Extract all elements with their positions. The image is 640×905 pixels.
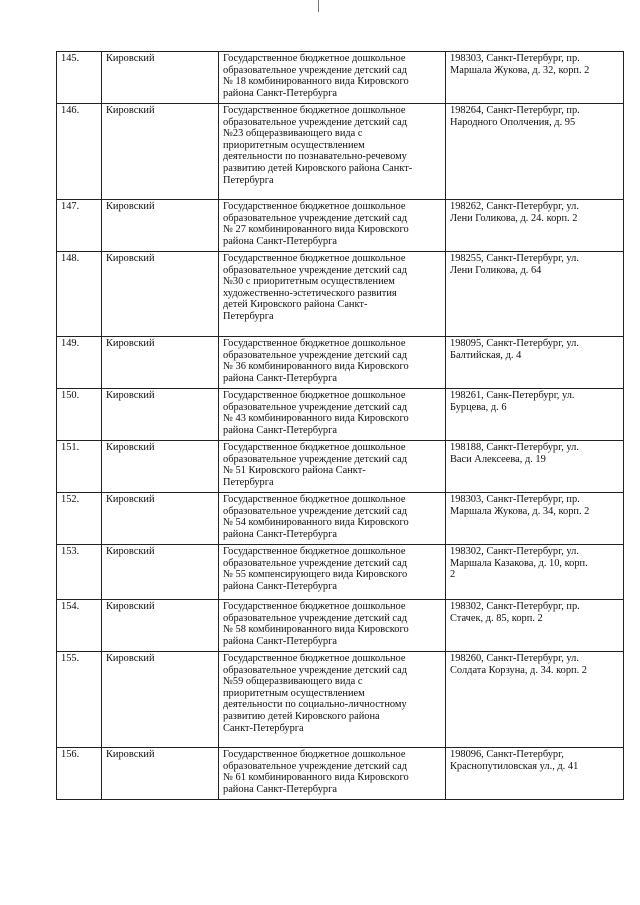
row-number: 147.	[57, 200, 102, 252]
row-number: 146.	[57, 104, 102, 200]
district-cell: Кировский	[102, 389, 219, 441]
table-row	[57, 200, 624, 252]
institution-name-cell: Государственное бюджетное дошкольное образовательное учреждение детский сад № 18 комбинированного вида Кировского района Санкт-Петербурга	[219, 52, 446, 104]
table-row	[57, 652, 624, 748]
row-number: 153.	[57, 545, 102, 600]
institution-name-cell: Государственное бюджетное дошкольное образовательное учреждение детский сад №30 с приоритетным осуществлением художественно-эстетического развития детей Кировского района Санкт- Петербурга	[219, 252, 446, 337]
address-cell: 198255, Санкт-Петербург, ул. Лени Голикова, д. 64	[446, 252, 624, 337]
row-number: 149.	[57, 337, 102, 389]
address-cell: 198302, Санкт-Петербург, ул. Маршала Казакова, д. 10, корп. 2	[446, 545, 624, 600]
institution-name-cell: Государственное бюджетное дошкольное образовательное учреждение детский сад № 61 комбинированного вида Кировского района Санкт-Петербурга	[219, 748, 446, 800]
row-number: 145.	[57, 52, 102, 104]
institution-name-cell: Государственное бюджетное дошкольное образовательное учреждение детский сад № 55 компенсирующего вида Кировского района Санкт-Петербурга	[219, 545, 446, 600]
institution-name-cell: Государственное бюджетное дошкольное образовательное учреждение детский сад №23 общеразвивающего вида с приоритетным осуществлением деятельности по познавательно-речевому развитию детей Кировского района Санкт- Петербурга	[219, 104, 446, 200]
address-cell: 198303, Санкт-Петербург, пр. Маршала Жукова, д. 34, корп. 2	[446, 493, 624, 545]
district-cell: Кировский	[102, 337, 219, 389]
row-number: 155.	[57, 652, 102, 748]
district-cell: Кировский	[102, 104, 219, 200]
table-row	[57, 441, 624, 493]
institution-name-cell: Государственное бюджетное дошкольное образовательное учреждение детский сад № 58 комбинированного вида Кировского района Санкт-Петербурга	[219, 600, 446, 652]
district-cell: Кировский	[102, 545, 219, 600]
address-cell: 198302, Санкт-Петербург, пр. Стачек, д. 85, корп. 2	[446, 600, 624, 652]
table-row	[57, 545, 624, 600]
institution-name-cell: Государственное бюджетное дошкольное образовательное учреждение детский сад № 54 комбинированного вида Кировского района Санкт-Петербурга	[219, 493, 446, 545]
row-number: 154.	[57, 600, 102, 652]
address-cell: 198188, Санкт-Петербург, ул. Васи Алексеева, д. 19	[446, 441, 624, 493]
address-cell: 198303, Санкт-Петербург, пр. Маршала Жукова, д. 32, корп. 2	[446, 52, 624, 104]
district-cell: Кировский	[102, 493, 219, 545]
table-row	[57, 337, 624, 389]
table-row	[57, 600, 624, 652]
district-cell: Кировский	[102, 652, 219, 748]
district-cell: Кировский	[102, 441, 219, 493]
district-cell: Кировский	[102, 200, 219, 252]
table-row	[57, 389, 624, 441]
institution-name-cell: Государственное бюджетное дошкольное образовательное учреждение детский сад № 51 Кировского района Санкт- Петербурга	[219, 441, 446, 493]
row-number: 151.	[57, 441, 102, 493]
row-number: 150.	[57, 389, 102, 441]
table-row	[57, 493, 624, 545]
row-number: 148.	[57, 252, 102, 337]
row-number: 152.	[57, 493, 102, 545]
institution-name-cell: Государственное бюджетное дошкольное образовательное учреждение детский сад №59 общеразвивающего вида с приоритетным осуществлением деятельности по социально-личностному развитию детей Кировского района Санкт-Петербурга	[219, 652, 446, 748]
address-cell: 198095, Санкт-Петербург, ул. Балтийская, д. 4	[446, 337, 624, 389]
page-edge-mark	[318, 0, 319, 12]
table-row	[57, 52, 624, 104]
address-cell: 198261, Санк-Петербург, ул. Бурцева, д. 6	[446, 389, 624, 441]
district-cell: Кировский	[102, 252, 219, 337]
address-cell: 198264, Санкт-Петербург, пр. Народного Ополчения, д. 95	[446, 104, 624, 200]
district-cell: Кировский	[102, 600, 219, 652]
address-cell: 198096, Санкт-Петербург, Краснопутиловская ул., д. 41	[446, 748, 624, 800]
table-row	[57, 104, 624, 200]
row-number: 156.	[57, 748, 102, 800]
address-cell: 198260, Санкт-Петербург, ул. Солдата Корзуна, д. 34. корп. 2	[446, 652, 624, 748]
institution-name-cell: Государственное бюджетное дошкольное образовательное учреждение детский сад № 27 комбинированного вида Кировского района Санкт-Петербурга	[219, 200, 446, 252]
institution-name-cell: Государственное бюджетное дошкольное образовательное учреждение детский сад № 36 комбинированного вида Кировского района Санкт-Петербурга	[219, 337, 446, 389]
kindergarten-registry-table	[56, 51, 624, 800]
table-row	[57, 252, 624, 337]
table-row	[57, 748, 624, 800]
institution-name-cell: Государственное бюджетное дошкольное образовательное учреждение детский сад № 43 комбинированного вида Кировского района Санкт-Петербурга	[219, 389, 446, 441]
district-cell: Кировский	[102, 52, 219, 104]
address-cell: 198262, Санкт-Петербург, ул. Лени Голикова, д. 24. корп. 2	[446, 200, 624, 252]
district-cell: Кировский	[102, 748, 219, 800]
